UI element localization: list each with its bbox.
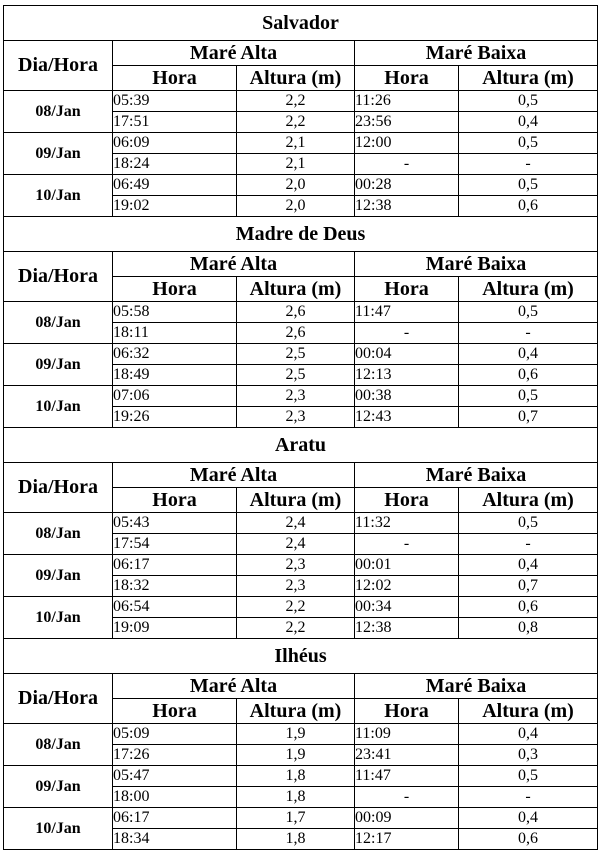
high-tide-height: 2,5 (237, 365, 355, 386)
mare-baixa-header: Maré Baixa (355, 41, 598, 66)
low-tide-time: - (355, 534, 459, 555)
dia-hora-header: Dia/Hora (4, 41, 113, 91)
high-tide-height: 2,4 (237, 534, 355, 555)
low-tide-height: 0,5 (459, 302, 598, 323)
hora-header: Hora (355, 277, 459, 302)
dia-hora-header: Dia/Hora (4, 674, 113, 724)
high-tide-time: 17:26 (113, 745, 237, 766)
low-tide-time: 12:17 (355, 829, 459, 850)
low-tide-height: 0,4 (459, 112, 598, 133)
dia-hora-header: Dia/Hora (4, 252, 113, 302)
high-tide-height: 2,3 (237, 386, 355, 407)
high-tide-height: 1,8 (237, 787, 355, 808)
altura-header: Altura (m) (459, 699, 598, 724)
high-tide-height: 1,7 (237, 808, 355, 829)
low-tide-time: 00:04 (355, 344, 459, 365)
altura-header: Altura (m) (459, 66, 598, 91)
table-row (4, 766, 598, 787)
low-tide-height: - (459, 154, 598, 175)
mare-baixa-header: Maré Baixa (355, 463, 598, 488)
high-tide-time: 19:02 (113, 196, 237, 217)
table-row (4, 386, 598, 407)
low-tide-time: 12:38 (355, 196, 459, 217)
station-name: Salvador (4, 6, 598, 41)
low-tide-height: 0,5 (459, 766, 598, 787)
low-tide-time: 12:43 (355, 407, 459, 428)
high-tide-time: 05:39 (113, 91, 237, 112)
low-tide-time: 00:28 (355, 175, 459, 196)
table-row (4, 91, 598, 112)
altura-header: Altura (m) (459, 277, 598, 302)
group-header-row (4, 674, 598, 699)
low-tide-height: 0,4 (459, 808, 598, 829)
day-cell: 09/Jan (4, 766, 113, 808)
high-tide-time: 06:32 (113, 344, 237, 365)
altura-header: Altura (m) (237, 699, 355, 724)
table-row (4, 555, 598, 576)
high-tide-height: 2,1 (237, 154, 355, 175)
hora-header: Hora (113, 66, 237, 91)
station-header-row (4, 6, 598, 41)
tide-table (3, 5, 598, 850)
low-tide-time: 11:47 (355, 766, 459, 787)
mare-alta-header: Maré Alta (113, 41, 355, 66)
low-tide-height: 0,5 (459, 133, 598, 154)
day-cell: 10/Jan (4, 386, 113, 428)
group-header-row (4, 463, 598, 488)
high-tide-time: 17:51 (113, 112, 237, 133)
low-tide-height: 0,7 (459, 576, 598, 597)
mare-baixa-header: Maré Baixa (355, 252, 598, 277)
low-tide-time: 00:09 (355, 808, 459, 829)
table-row (4, 175, 598, 196)
table-row (4, 808, 598, 829)
station-name: Aratu (4, 428, 598, 463)
table-row (4, 344, 598, 365)
mare-baixa-header: Maré Baixa (355, 674, 598, 699)
table-row (4, 133, 598, 154)
high-tide-time: 06:17 (113, 555, 237, 576)
day-cell: 10/Jan (4, 175, 113, 217)
hora-header: Hora (355, 66, 459, 91)
low-tide-time: 00:01 (355, 555, 459, 576)
low-tide-time: 12:02 (355, 576, 459, 597)
group-header-row (4, 41, 598, 66)
group-header-row (4, 252, 598, 277)
table-row (4, 302, 598, 323)
high-tide-height: 2,3 (237, 407, 355, 428)
day-cell: 10/Jan (4, 597, 113, 639)
high-tide-time: 18:32 (113, 576, 237, 597)
low-tide-time: 12:13 (355, 365, 459, 386)
day-cell: 08/Jan (4, 513, 113, 555)
high-tide-height: 2,3 (237, 576, 355, 597)
station-name: Ilhéus (4, 639, 598, 674)
hora-header: Hora (355, 488, 459, 513)
high-tide-height: 2,3 (237, 555, 355, 576)
hora-header: Hora (355, 699, 459, 724)
table-row (4, 597, 598, 618)
hora-header: Hora (113, 699, 237, 724)
high-tide-height: 1,9 (237, 724, 355, 745)
day-cell: 08/Jan (4, 91, 113, 133)
high-tide-time: 18:24 (113, 154, 237, 175)
mare-alta-header: Maré Alta (113, 252, 355, 277)
high-tide-height: 2,6 (237, 302, 355, 323)
low-tide-time: - (355, 154, 459, 175)
high-tide-height: 2,2 (237, 618, 355, 639)
high-tide-time: 06:54 (113, 597, 237, 618)
mare-alta-header: Maré Alta (113, 463, 355, 488)
high-tide-height: 2,0 (237, 196, 355, 217)
high-tide-height: 1,8 (237, 829, 355, 850)
day-cell: 09/Jan (4, 133, 113, 175)
low-tide-height: 0,6 (459, 196, 598, 217)
low-tide-time: 11:09 (355, 724, 459, 745)
low-tide-height: 0,3 (459, 745, 598, 766)
high-tide-time: 19:09 (113, 618, 237, 639)
high-tide-time: 06:49 (113, 175, 237, 196)
hora-header: Hora (113, 277, 237, 302)
low-tide-height: 0,6 (459, 829, 598, 850)
high-tide-height: 2,4 (237, 513, 355, 534)
high-tide-time: 18:34 (113, 829, 237, 850)
low-tide-height: - (459, 787, 598, 808)
low-tide-height: 0,6 (459, 365, 598, 386)
high-tide-height: 2,2 (237, 112, 355, 133)
low-tide-height: 0,8 (459, 618, 598, 639)
altura-header: Altura (m) (237, 66, 355, 91)
low-tide-height: 0,5 (459, 386, 598, 407)
high-tide-time: 07:06 (113, 386, 237, 407)
low-tide-height: - (459, 534, 598, 555)
low-tide-height: - (459, 323, 598, 344)
station-header-row (4, 428, 598, 463)
dia-hora-header: Dia/Hora (4, 463, 113, 513)
altura-header: Altura (m) (459, 488, 598, 513)
low-tide-time: - (355, 323, 459, 344)
day-cell: 08/Jan (4, 724, 113, 766)
low-tide-height: 0,7 (459, 407, 598, 428)
table-row (4, 724, 598, 745)
high-tide-time: 18:11 (113, 323, 237, 344)
high-tide-height: 2,6 (237, 323, 355, 344)
high-tide-height: 1,9 (237, 745, 355, 766)
altura-header: Altura (m) (237, 488, 355, 513)
low-tide-time: 11:47 (355, 302, 459, 323)
low-tide-height: 0,4 (459, 555, 598, 576)
table-row (4, 513, 598, 534)
high-tide-time: 06:17 (113, 808, 237, 829)
low-tide-time: 00:34 (355, 597, 459, 618)
station-header-row (4, 217, 598, 252)
day-cell: 09/Jan (4, 344, 113, 386)
high-tide-time: 05:58 (113, 302, 237, 323)
low-tide-height: 0,4 (459, 344, 598, 365)
low-tide-time: 00:38 (355, 386, 459, 407)
high-tide-height: 2,1 (237, 133, 355, 154)
low-tide-time: 23:41 (355, 745, 459, 766)
high-tide-time: 05:43 (113, 513, 237, 534)
hora-header: Hora (113, 488, 237, 513)
station-header-row (4, 639, 598, 674)
high-tide-time: 18:49 (113, 365, 237, 386)
mare-alta-header: Maré Alta (113, 674, 355, 699)
day-cell: 08/Jan (4, 302, 113, 344)
high-tide-height: 2,2 (237, 91, 355, 112)
low-tide-time: 23:56 (355, 112, 459, 133)
low-tide-height: 0,5 (459, 175, 598, 196)
day-cell: 09/Jan (4, 555, 113, 597)
high-tide-time: 17:54 (113, 534, 237, 555)
low-tide-time: - (355, 787, 459, 808)
high-tide-height: 2,0 (237, 175, 355, 196)
day-cell: 10/Jan (4, 808, 113, 850)
low-tide-time: 11:26 (355, 91, 459, 112)
high-tide-height: 2,2 (237, 597, 355, 618)
high-tide-time: 06:09 (113, 133, 237, 154)
high-tide-height: 1,8 (237, 766, 355, 787)
station-name: Madre de Deus (4, 217, 598, 252)
high-tide-height: 2,5 (237, 344, 355, 365)
low-tide-time: 11:32 (355, 513, 459, 534)
low-tide-height: 0,5 (459, 91, 598, 112)
high-tide-time: 05:47 (113, 766, 237, 787)
low-tide-height: 0,4 (459, 724, 598, 745)
low-tide-time: 12:38 (355, 618, 459, 639)
high-tide-time: 19:26 (113, 407, 237, 428)
low-tide-height: 0,5 (459, 513, 598, 534)
high-tide-time: 18:00 (113, 787, 237, 808)
altura-header: Altura (m) (237, 277, 355, 302)
low-tide-time: 12:00 (355, 133, 459, 154)
high-tide-time: 05:09 (113, 724, 237, 745)
low-tide-height: 0,6 (459, 597, 598, 618)
